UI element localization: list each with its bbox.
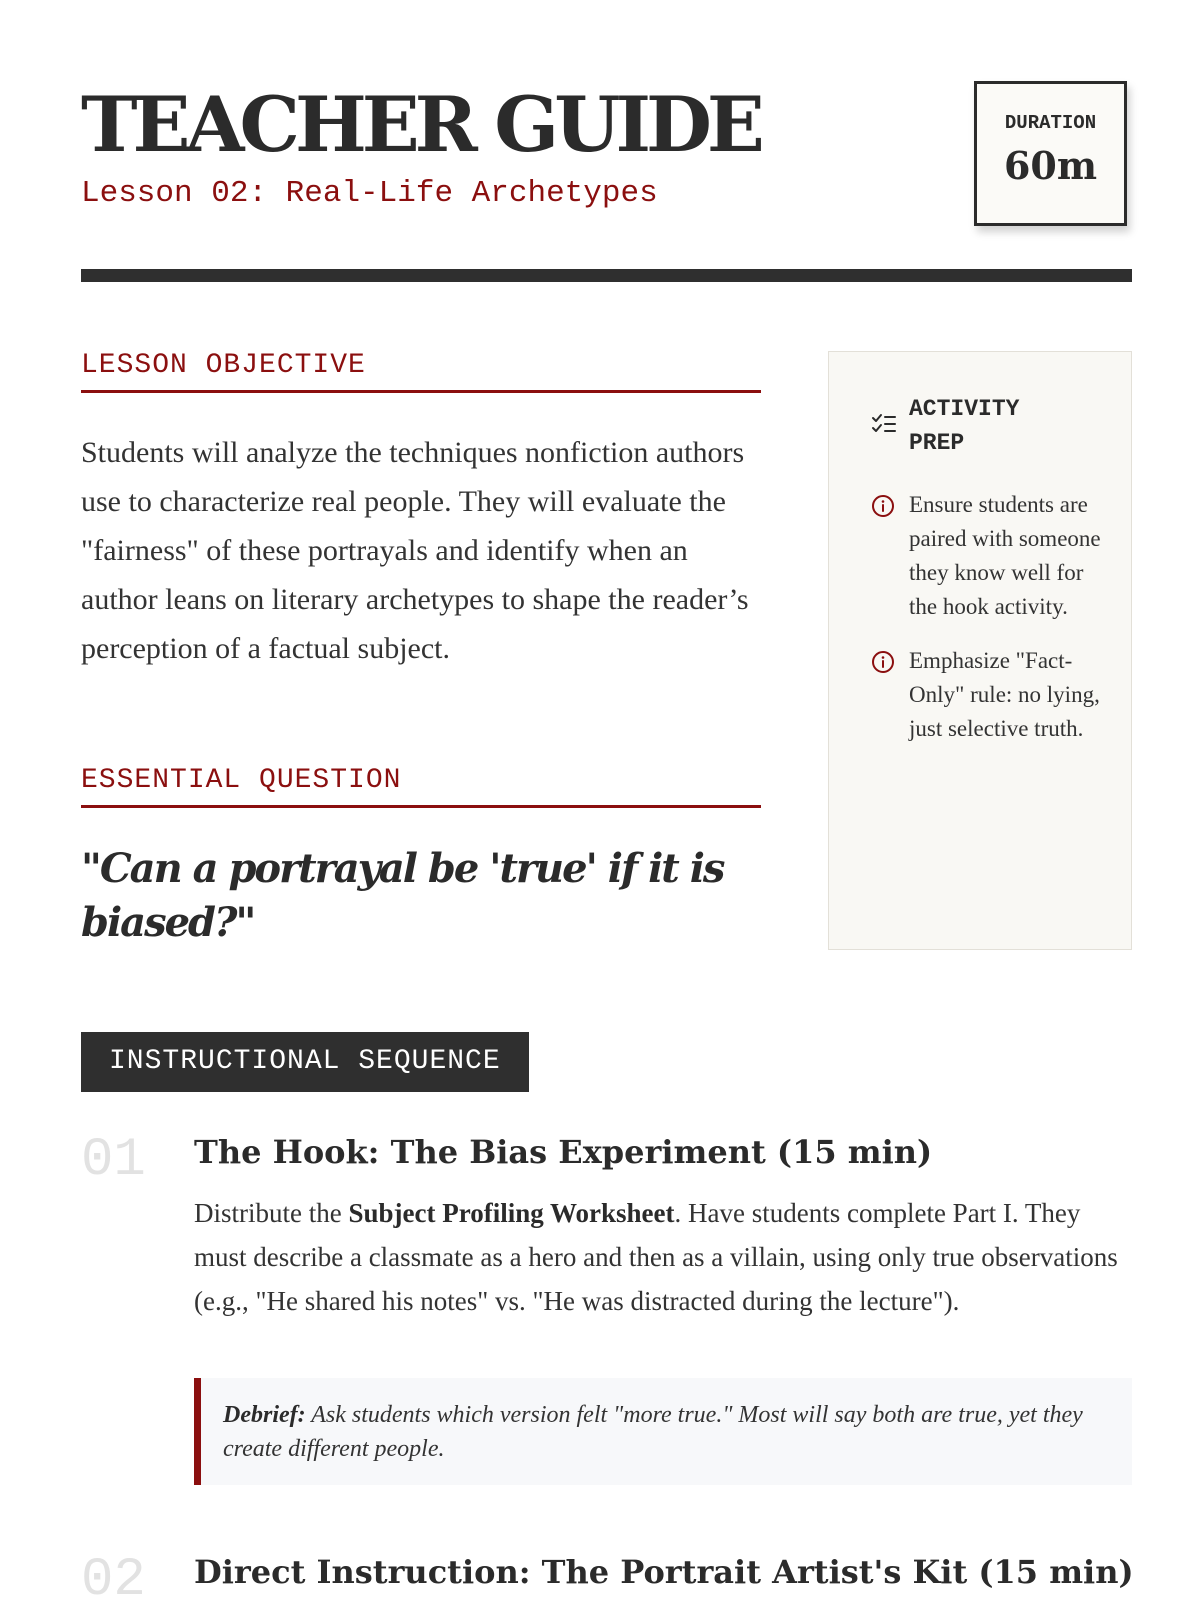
step-title: The Hook: The Bias Experiment (15 min) [194,1133,933,1171]
duration-label: DURATION [1004,112,1097,134]
debrief-text: Ask students which version felt "more true." Most will say both are true, yet they create different people. [223,1402,1083,1462]
essential-question-text: "Can a portrayal be 'true' if it is biased?" [81,845,724,946]
lesson-subtitle: Lesson 02: Real-Life Archetypes [81,176,658,211]
instructional-sequence-label: INSTRUCTIONAL SEQUENCE [81,1032,529,1092]
info-icon [871,650,895,674]
essential-question-heading: ESSENTIAL QUESTION [81,765,761,808]
debrief-callout [194,1378,1132,1485]
activity-prep-title: ACTIVITY PREP [909,396,1020,456]
objective-heading: LESSON OBJECTIVE [81,350,761,393]
step-number: 01 [81,1130,146,1191]
step-number: 02 [81,1550,146,1611]
duration-value: 60m [1003,143,1098,188]
step-body-suffix: . Have students complete Part I. They must describe a classmate as a hero and then as a villain, using only true observations (e.g., "He shared his notes" vs. "He was distracted during the lecture"). [194,1198,1118,1316]
debrief-label: Debrief: [223,1402,306,1428]
prep-item-text: Emphasize "Fact-Only" rule: no lying, just selective truth. [909,648,1100,741]
activity-prep-panel [828,351,1132,950]
info-icon [871,494,895,518]
worksheet-name: Subject Profiling Worksheet [348,1198,675,1228]
page-title: TEACHER GUIDE [81,80,760,169]
step-body-prefix: Distribute the [194,1198,349,1228]
step-title: Direct Instruction: The Portrait Artist's Kit (15 min) [194,1553,1134,1591]
list-item [871,488,1111,624]
duration-box [974,81,1127,226]
checklist-icon [871,412,897,438]
objective-text: Students will analyze the techniques nonfiction authors use to characterize real people. They will evaluate the "fairness" of these portrayals and identify when an author leans on literary archetypes to shape the reader’s perception of a factual subject. [81,436,749,665]
step-body [194,1191,1124,1323]
list-item [871,644,1111,746]
activity-prep-list [871,488,1111,766]
prep-item-text: Ensure students are paired with someone they know well for the hook activity. [909,492,1101,619]
header-divider [81,269,1132,282]
activity-prep-header [871,392,1049,460]
